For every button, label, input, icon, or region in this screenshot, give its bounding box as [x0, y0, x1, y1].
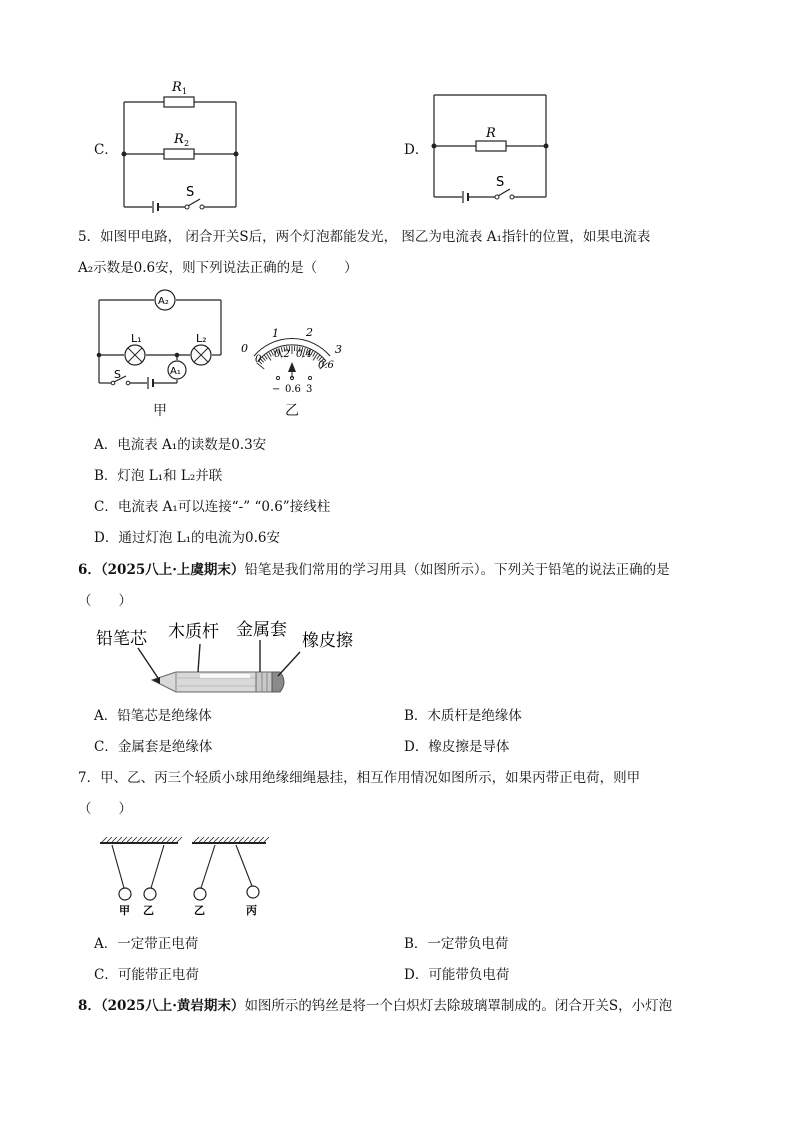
q5-option-b[interactable]: B．灯泡 L₁和 L₂并联	[94, 468, 223, 484]
meter-top-tick-0: 0	[241, 342, 248, 355]
l2-label: L₂	[196, 332, 207, 345]
q7-option-d[interactable]: D．可能带负电荷	[404, 967, 510, 983]
q5-option-a[interactable]: A．电流表 A₁的读数是0.3安	[94, 437, 267, 453]
ceiling-hatch	[132, 837, 137, 842]
pencil-label-lead: 铅笔芯	[96, 629, 147, 649]
ceiling-hatch	[177, 837, 182, 842]
ceiling-hatch	[137, 837, 142, 842]
ceiling-hatch	[264, 837, 269, 842]
ceiling-hatch	[112, 837, 117, 842]
pencil-label-ferrule: 金属套	[236, 620, 287, 640]
r-label: R	[486, 126, 496, 141]
ceiling-hatch	[219, 837, 224, 842]
option-c-label: C．	[94, 142, 118, 158]
q7-stem-text: 7．甲、乙、丙三个轻质小球用绝缘细绳悬挂，相互作用情况如图所示，如果丙带正电荷，则甲	[78, 770, 641, 786]
ceiling-hatch	[234, 837, 239, 842]
fig-yi-caption: 乙	[285, 403, 299, 419]
terminal-3: 3	[306, 384, 313, 395]
ceiling-hatch	[194, 837, 199, 842]
ceiling-hatch	[204, 837, 209, 842]
ceiling-hatch	[162, 837, 167, 842]
ceiling-hatch	[117, 837, 122, 842]
ceiling-hatch	[209, 837, 214, 842]
pencil-label-wood: 木质杆	[168, 622, 219, 642]
ceiling-hatch	[199, 837, 204, 842]
r1-label: R	[172, 80, 182, 95]
ceiling-hatch	[239, 837, 244, 842]
a2-label: A₂	[158, 296, 169, 307]
ball-label-yi-2: 乙	[194, 904, 205, 917]
meter-tick	[262, 357, 265, 361]
ceiling-hatch	[107, 837, 112, 842]
q7-option-a[interactable]: A．一定带正电荷	[94, 936, 199, 952]
ball-label-yi-1: 乙	[143, 904, 154, 917]
q8-stem-text: 如图所示的钨丝是将一个白炽灯去除玻璃罩制成的。闭合开关S，小灯泡	[244, 998, 673, 1014]
option-d-label: D．	[404, 142, 429, 158]
ceiling-hatch	[244, 837, 249, 842]
meter-top-tick-1: 1	[272, 327, 279, 340]
q6-source: （2025八上·上虞期末）	[100, 562, 245, 578]
q5-option-c[interactable]: C．电流表 A₁可以连接“-” “0.6”接线柱	[94, 499, 331, 515]
q7-stem	[78, 769, 640, 787]
ceiling-hatch	[167, 837, 172, 842]
q8-source: （2025八上·黄岩期末）	[100, 998, 245, 1014]
q5-stem-line1: 5．如图甲电路， 闭合开关S后，两个灯泡都能发光， 图乙为电流表 A₁指针的位置，如果电流表	[78, 229, 651, 245]
pencil-label-eraser: 橡皮擦	[302, 631, 353, 651]
ceiling-hatch	[122, 837, 127, 842]
ceiling-hatch	[147, 837, 152, 842]
q6-stem-text: 铅笔是我们常用的学习用具（如图所示）。下列关于铅笔的说法正确的是	[244, 562, 670, 578]
ceiling-hatch	[127, 837, 132, 842]
r2-label: R	[174, 132, 184, 147]
r1-sub: 1	[182, 87, 188, 96]
meter-tick	[317, 355, 320, 359]
ceiling-hatch	[142, 837, 147, 842]
q5-option-d[interactable]: D．通过灯泡 L₁的电流为0.6安	[94, 530, 280, 546]
switch-d-label: S	[496, 175, 505, 190]
meter-bottom-tick-2: 0.4	[296, 349, 312, 360]
terminal-0-6: 0.6	[285, 384, 301, 395]
q7-blank: （ ）	[78, 801, 132, 817]
q8-number: 8．	[78, 998, 101, 1014]
terminal-minus: −	[272, 384, 281, 395]
a1-label: A₁	[170, 366, 181, 377]
q6-blank: （ ）	[78, 593, 132, 609]
q5-stem-line2: A₂示数是0.6安，则下列说法正确的是（ ）	[78, 260, 358, 276]
ceiling-hatch	[172, 837, 177, 842]
switch-q5-label: S	[114, 368, 121, 381]
q6-option-c[interactable]: C．金属套是绝缘体	[94, 739, 213, 755]
ceiling-hatch	[254, 837, 259, 842]
q8-stem	[78, 997, 672, 1015]
fig-jia-caption: 甲	[153, 403, 167, 419]
q6-option-b[interactable]: B．木质杆是绝缘体	[404, 708, 522, 724]
q6-option-d[interactable]: D．橡皮擦是导体	[404, 739, 510, 755]
meter-tick	[269, 352, 272, 356]
ball-label-bing: 丙	[246, 904, 257, 917]
ceiling-hatch	[229, 837, 234, 842]
ceiling-hatch	[249, 837, 254, 842]
ceiling-hatch	[214, 837, 219, 842]
switch-c-label: S	[186, 185, 195, 200]
ceiling-hatch	[102, 837, 107, 842]
meter-tick	[264, 355, 267, 359]
ceiling-hatch	[259, 837, 264, 842]
meter-bottom-tick-3: 0.6	[318, 360, 334, 371]
q6-number: 6．	[78, 562, 101, 578]
ceiling-hatch	[152, 837, 157, 842]
meter-tick	[313, 352, 316, 356]
meter-bottom-tick-1: 0.2	[274, 349, 290, 360]
q6-option-a[interactable]: A．铅笔芯是绝缘体	[94, 708, 212, 724]
meter-bottom-tick-0: 0	[255, 354, 262, 365]
meter-top-tick-3: 3	[335, 343, 342, 356]
r2-sub: 2	[184, 139, 190, 148]
ball-label-jia: 甲	[119, 904, 130, 917]
q7-option-c[interactable]: C．可能带正电荷	[94, 967, 199, 983]
q7-option-b[interactable]: B．一定带负电荷	[404, 936, 509, 952]
q6-stem	[78, 561, 670, 579]
l1-label: L₁	[131, 332, 142, 345]
meter-top-tick-2: 2	[306, 326, 313, 339]
ceiling-hatch	[157, 837, 162, 842]
ceiling-hatch	[224, 837, 229, 842]
